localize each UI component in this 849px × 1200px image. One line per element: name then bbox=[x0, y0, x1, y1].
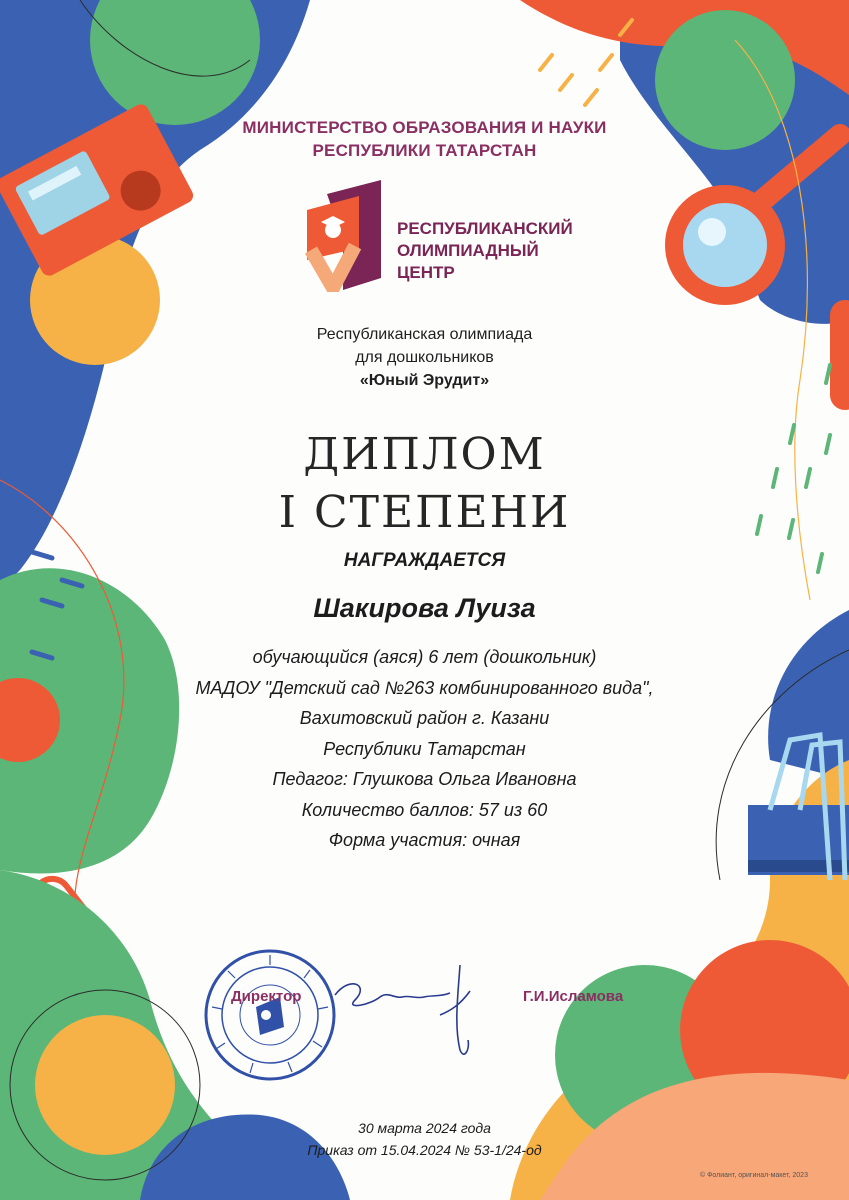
olympiad-description bbox=[0, 323, 849, 392]
ministry-header bbox=[0, 116, 849, 162]
detail-district: Вахитовский район г. Казани bbox=[299, 708, 550, 728]
detail-republic: Республики Татарстан bbox=[323, 738, 526, 759]
winner-name: Шакирова Луиза bbox=[313, 593, 536, 623]
director-title: Директор bbox=[231, 988, 302, 1005]
director-signature bbox=[330, 955, 500, 1065]
director-name: Г.И.Исламова bbox=[523, 988, 624, 1005]
ministry-line-2: РЕСПУБЛИКИ ТАТАРСТАН bbox=[312, 141, 537, 160]
detail-school: МАДОУ "Детский сад №263 комбинированного вида", bbox=[195, 677, 654, 698]
detail-teacher: Педагог: Глушкова Ольга Ивановна bbox=[272, 769, 577, 789]
olympiad-line-2: для дошкольников bbox=[355, 349, 494, 366]
round-stamp-icon bbox=[200, 945, 340, 1085]
diploma-title bbox=[0, 426, 849, 542]
detail-age: обучающийся (аяся) 6 лет (дошкольник) bbox=[252, 647, 597, 667]
award-date: 30 марта 2024 года bbox=[358, 1120, 491, 1136]
olympiad-line-1: Республиканская олимпиада bbox=[316, 326, 533, 343]
diploma-degree-line: I СТЕПЕНИ bbox=[278, 487, 571, 538]
ministry-line-1: МИНИСТЕРСТВО ОБРАЗОВАНИЯ И НАУКИ bbox=[242, 118, 607, 137]
olympiad-logo-icon bbox=[303, 180, 385, 292]
olympiad-center-name bbox=[397, 218, 573, 284]
award-details bbox=[0, 642, 849, 856]
logo-line-3: ЦЕНТР bbox=[397, 263, 455, 282]
logo-line-1: РЕСПУБЛИКАНСКИЙ bbox=[397, 219, 573, 238]
olympiad-name: «Юный Эрудит» bbox=[359, 372, 490, 389]
copyright-note: © Фолиант, оригинал-макет, 2023 bbox=[700, 1172, 808, 1179]
logo-line-2: ОЛИМПИАДНЫЙ bbox=[397, 241, 539, 260]
detail-participation: Форма участия: очная bbox=[328, 830, 521, 850]
document-footer bbox=[0, 1117, 849, 1161]
detail-score: Количество баллов: 57 из 60 bbox=[301, 799, 548, 820]
awarded-label: НАГРАЖДАЕТСЯ bbox=[343, 550, 506, 571]
diploma-title-line: ДИПЛОМ bbox=[303, 429, 546, 480]
order-reference: Приказ от 15.04.2024 № 53-1/24-од bbox=[307, 1142, 542, 1158]
